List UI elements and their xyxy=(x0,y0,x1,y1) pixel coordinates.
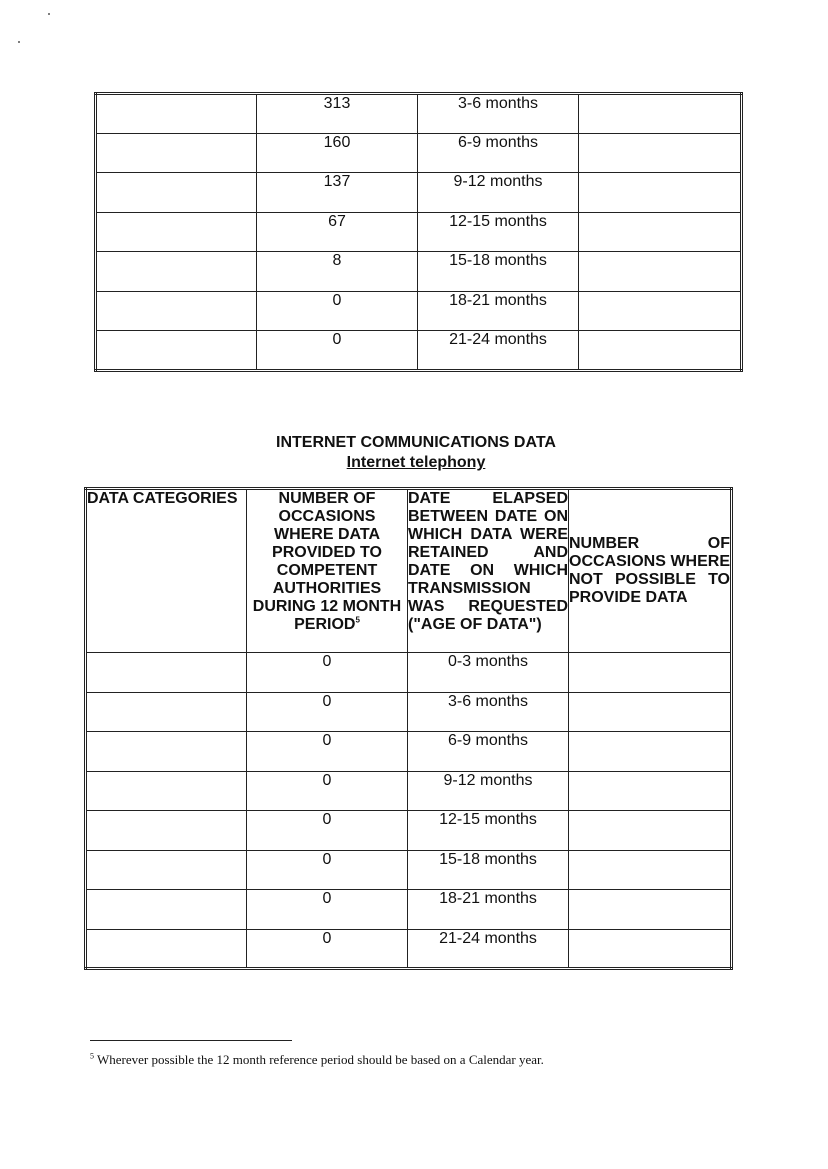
table-row xyxy=(86,692,732,732)
occasions-cell: 0 xyxy=(257,291,418,331)
table-row xyxy=(86,811,732,851)
header-not-possible: NUMBER OF OCCASIONS WHERE NOT POSSIBLE TO PROVIDE DATA xyxy=(569,489,732,653)
age-of-data-cell: 6-9 months xyxy=(408,732,569,772)
header-occasions-text: NUMBER OF OCCASIONS WHERE DATA PROVIDED TO COMPETENT AUTHORITIES DURING 12 MONTH PERIOD xyxy=(252,490,402,633)
not-possible-cell xyxy=(569,811,732,851)
data-category-cell xyxy=(96,331,257,371)
not-possible-cell xyxy=(569,692,732,732)
internet-telephony-table xyxy=(84,487,733,970)
age-of-data-cell: 21-24 months xyxy=(408,929,569,969)
not-possible-cell xyxy=(569,653,732,693)
occasions-cell: 0 xyxy=(247,811,408,851)
header-occasions-provided xyxy=(247,489,408,653)
not-possible-cell xyxy=(569,850,732,890)
occasions-cell: 0 xyxy=(247,929,408,969)
not-possible-cell xyxy=(579,212,742,252)
age-of-data-cell: 9-12 months xyxy=(408,771,569,811)
not-possible-cell xyxy=(579,94,742,134)
data-category-cell xyxy=(86,890,247,930)
occasions-cell: 160 xyxy=(257,133,418,173)
data-category-cell xyxy=(96,252,257,292)
footnote-reference-mark: 5 xyxy=(355,615,360,625)
section-subtitle: Internet telephony xyxy=(346,454,486,471)
occasions-cell: 137 xyxy=(257,173,418,213)
footnote-mark: 5 xyxy=(90,1051,94,1061)
table-row xyxy=(96,331,742,371)
header-row xyxy=(86,489,732,653)
age-of-data-cell: 15-18 months xyxy=(418,252,579,292)
age-of-data-cell: 15-18 months xyxy=(408,850,569,890)
table-row xyxy=(96,252,742,292)
occasions-cell: 67 xyxy=(257,212,418,252)
header-age-of-data: DATE ELAPSED BETWEEN DATE ON WHICH DATA WERE RETAINED AND DATE ON WHICH TRANSMISSION WAS REQUESTED ("AGE OF DATA") xyxy=(408,489,569,653)
footnote xyxy=(90,1052,730,1068)
data-category-cell xyxy=(86,929,247,969)
occasions-cell: 0 xyxy=(247,732,408,772)
data-category-cell xyxy=(86,692,247,732)
footnote-divider xyxy=(90,1040,292,1041)
not-possible-cell xyxy=(569,771,732,811)
table-row xyxy=(96,133,742,173)
not-possible-cell xyxy=(579,133,742,173)
bottom-table-body xyxy=(86,489,732,969)
not-possible-cell xyxy=(569,732,732,772)
data-category-cell xyxy=(96,94,257,134)
age-of-data-cell: 21-24 months xyxy=(418,331,579,371)
scan-speck xyxy=(48,13,50,15)
occasions-cell: 0 xyxy=(247,771,408,811)
occasions-cell: 8 xyxy=(257,252,418,292)
table-row xyxy=(86,850,732,890)
occasions-cell: 0 xyxy=(247,850,408,890)
data-category-cell xyxy=(96,133,257,173)
not-possible-cell xyxy=(569,890,732,930)
top-table-body xyxy=(96,94,742,371)
table-row xyxy=(96,212,742,252)
age-of-data-cell: 18-21 months xyxy=(408,890,569,930)
data-category-cell xyxy=(96,173,257,213)
table-row xyxy=(86,929,732,969)
table-row xyxy=(86,771,732,811)
occasions-cell: 0 xyxy=(247,890,408,930)
footnote-text: Wherever possible the 12 month reference period should be based on a Calendar year. xyxy=(94,1052,544,1067)
table-row xyxy=(96,291,742,331)
scan-speck xyxy=(18,41,20,43)
data-category-cell xyxy=(86,850,247,890)
data-category-cell xyxy=(86,653,247,693)
data-category-cell xyxy=(86,732,247,772)
not-possible-cell xyxy=(579,173,742,213)
age-of-data-cell: 18-21 months xyxy=(418,291,579,331)
occasions-cell: 313 xyxy=(257,94,418,134)
table-row xyxy=(86,653,732,693)
data-category-cell xyxy=(86,771,247,811)
data-category-cell xyxy=(96,212,257,252)
not-possible-cell xyxy=(569,929,732,969)
top-data-table xyxy=(94,92,743,372)
table-row xyxy=(96,173,742,213)
age-of-data-cell: 3-6 months xyxy=(418,94,579,134)
age-of-data-cell: 0-3 months xyxy=(408,653,569,693)
data-category-cell xyxy=(86,811,247,851)
age-of-data-cell: 9-12 months xyxy=(418,173,579,213)
not-possible-cell xyxy=(579,291,742,331)
age-of-data-cell: 3-6 months xyxy=(408,692,569,732)
table-row xyxy=(86,732,732,772)
occasions-cell: 0 xyxy=(247,653,408,693)
header-data-categories: DATA CATEGORIES xyxy=(86,489,247,653)
age-of-data-cell: 12-15 months xyxy=(408,811,569,851)
not-possible-cell xyxy=(579,331,742,371)
occasions-cell: 0 xyxy=(247,692,408,732)
table-row xyxy=(86,890,732,930)
not-possible-cell xyxy=(579,252,742,292)
occasions-cell: 0 xyxy=(257,331,418,371)
data-category-cell xyxy=(96,291,257,331)
table-row xyxy=(96,94,742,134)
age-of-data-cell: 6-9 months xyxy=(418,133,579,173)
section-title: INTERNET COMMUNICATIONS DATA xyxy=(276,434,556,451)
age-of-data-cell: 12-15 months xyxy=(418,212,579,252)
